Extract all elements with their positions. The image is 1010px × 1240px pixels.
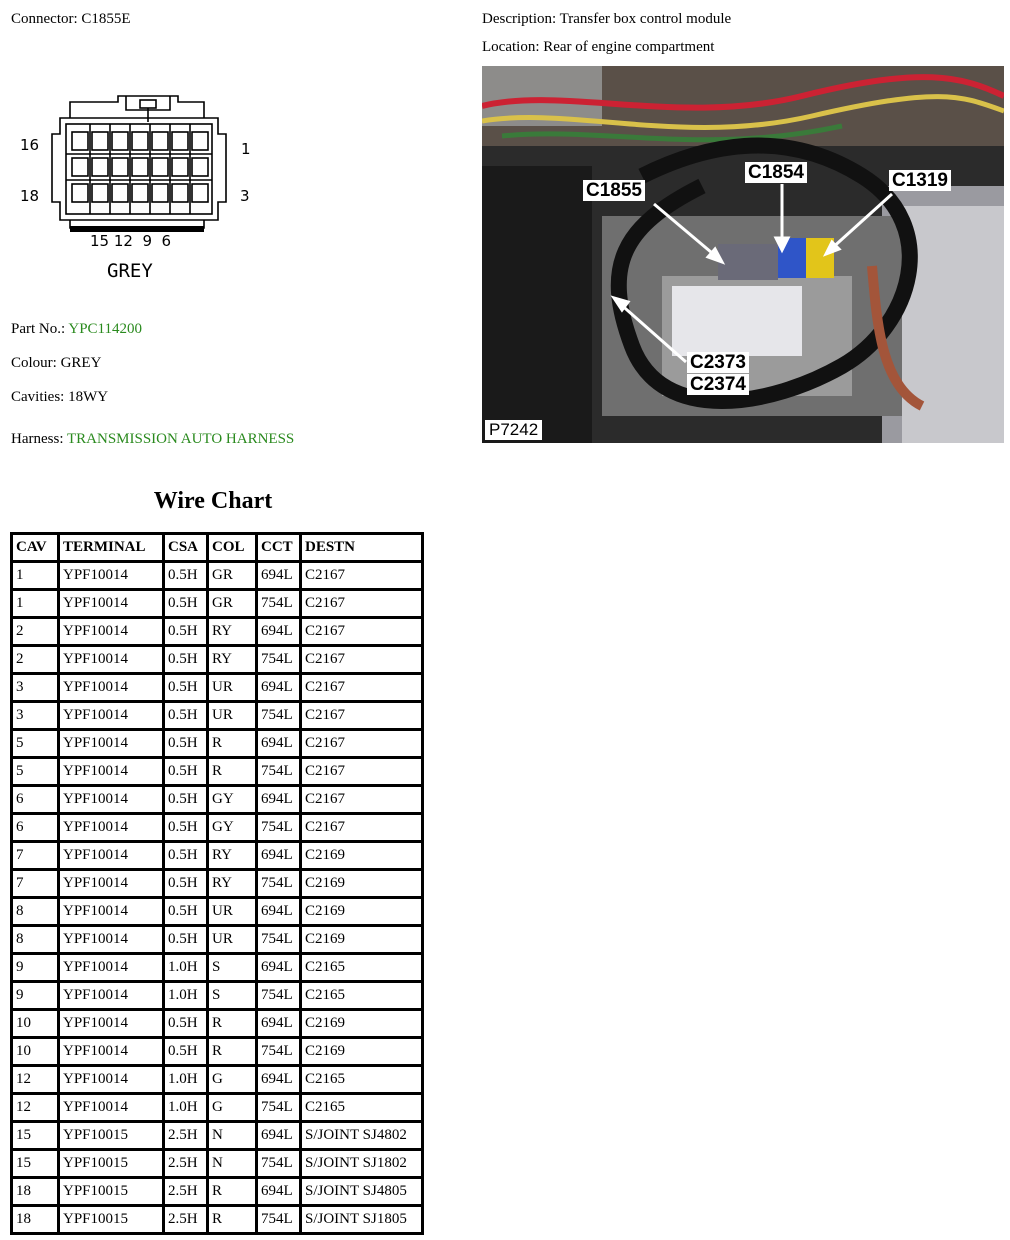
col-cell: R [209,1011,258,1039]
cav-cell: 12 [13,1095,60,1123]
col-cell: RY [209,619,258,647]
destn-cell: C2167 [302,787,421,815]
photo-reference-id: P7242 [485,420,542,440]
cct-cell: 694L [258,955,302,983]
col-cell: RY [209,843,258,871]
destn-cell: C2169 [302,1039,421,1067]
terminal-cell: YPF10014 [60,1095,165,1123]
destn-cell: C2169 [302,1011,421,1039]
terminal-cell: YPF10014 [60,955,165,983]
col-cell: R [209,1179,258,1207]
csa-cell: 0.5H [165,759,209,787]
colour-value: GREY [60,355,102,371]
callout-c2373: C2373 [687,352,749,373]
cct-cell: 694L [258,563,302,591]
col-cell: R [209,1207,258,1235]
cav-cell: 15 [13,1123,60,1151]
cav-cell: 5 [13,759,60,787]
cav-cell: 7 [13,871,60,899]
col-cell: N [209,1151,258,1179]
location-value: Rear of engine compartment [543,39,715,55]
cav-cell: 8 [13,927,60,955]
destn-cell: C2165 [302,1067,421,1095]
csa-cell: 0.5H [165,899,209,927]
connector-line [11,11,131,28]
terminal-cell: YPF10014 [60,1039,165,1067]
table-row [13,1095,421,1123]
terminal-cell: YPF10014 [60,675,165,703]
cct-cell: 694L [258,731,302,759]
csa-cell: 1.0H [165,1095,209,1123]
cav-cell: 10 [13,1011,60,1039]
destn-cell: C2167 [302,731,421,759]
col-cell: N [209,1123,258,1151]
terminal-cell: YPF10014 [60,759,165,787]
connector-label: Connector: [11,11,78,27]
cct-cell: 754L [258,1039,302,1067]
terminal-cell: YPF10014 [60,927,165,955]
cav-cell: 10 [13,1039,60,1067]
cct-cell: 754L [258,815,302,843]
cav-cell: 6 [13,787,60,815]
col-cell: S [209,983,258,1011]
table-row [13,927,421,955]
csa-cell: 0.5H [165,619,209,647]
location-photo [482,66,1004,443]
callout-c1855: C1855 [583,180,645,201]
csa-cell: 0.5H [165,647,209,675]
bottom-pin-labels: 15 12 9 6 [90,232,172,250]
csa-cell: 0.5H [165,843,209,871]
cav-cell: 15 [13,1151,60,1179]
table-row [13,563,421,591]
cct-cell: 694L [258,675,302,703]
table-row [13,619,421,647]
csa-cell: 2.5H [165,1151,209,1179]
cct-cell: 694L [258,787,302,815]
part-number-label: Part No.: [11,321,66,337]
table-row [13,703,421,731]
table-row [13,591,421,619]
cct-cell: 694L [258,1179,302,1207]
pin-3-label: 3 [240,187,250,205]
header-destn: DESTN [302,535,421,563]
csa-cell: 0.5H [165,591,209,619]
location-line [482,39,714,56]
csa-cell: 2.5H [165,1207,209,1235]
col-cell: UR [209,675,258,703]
cct-cell: 754L [258,1151,302,1179]
table-row [13,1039,421,1067]
cav-cell: 7 [13,843,60,871]
destn-cell: C2165 [302,1095,421,1123]
terminal-cell: YPF10015 [60,1151,165,1179]
pin-16-label: 16 [20,136,40,154]
csa-cell: 0.5H [165,871,209,899]
col-cell: GY [209,787,258,815]
destn-cell: S/JOINT SJ1802 [302,1151,421,1179]
header-csa: CSA [165,535,209,563]
cct-cell: 754L [258,759,302,787]
csa-cell: 1.0H [165,983,209,1011]
table-row [13,731,421,759]
terminal-cell: YPF10014 [60,899,165,927]
cav-cell: 1 [13,591,60,619]
table-header-row [13,535,421,563]
part-number-line [11,321,142,338]
destn-cell: C2169 [302,927,421,955]
destn-cell: C2167 [302,619,421,647]
col-cell: UR [209,703,258,731]
terminal-cell: YPF10014 [60,647,165,675]
terminal-cell: YPF10014 [60,871,165,899]
pin-18-label: 18 [20,187,40,205]
table-row [13,647,421,675]
cct-cell: 754L [258,871,302,899]
terminal-cell: YPF10014 [60,815,165,843]
destn-cell: C2167 [302,815,421,843]
harness-line [11,431,294,448]
cct-cell: 694L [258,899,302,927]
cct-cell: 694L [258,619,302,647]
wire-chart-title: Wire Chart [153,488,273,514]
colour-label: Colour: [11,355,57,371]
csa-cell: 0.5H [165,927,209,955]
table-row [13,983,421,1011]
destn-cell: C2167 [302,759,421,787]
destn-cell: S/JOINT SJ4805 [302,1179,421,1207]
description-value: Transfer box control module [559,11,732,27]
connector-colour-text: GREY [107,260,153,282]
terminal-cell: YPF10015 [60,1123,165,1151]
description-label: Description: [482,11,557,27]
destn-cell: C2165 [302,983,421,1011]
table-row [13,899,421,927]
destn-cell: C2167 [302,703,421,731]
callout-c1319: C1319 [889,170,951,191]
col-cell: RY [209,871,258,899]
cct-cell: 754L [258,647,302,675]
connector-pinout-diagram [14,90,264,290]
cct-cell: 754L [258,1095,302,1123]
table-row [13,843,421,871]
table-row [13,1067,421,1095]
cavities-value: 18WY [68,389,109,405]
csa-cell: 1.0H [165,1067,209,1095]
cav-cell: 1 [13,563,60,591]
table-row [13,955,421,983]
col-cell: UR [209,899,258,927]
cav-cell: 18 [13,1207,60,1235]
cav-cell: 8 [13,899,60,927]
table-row [13,1123,421,1151]
cct-cell: 754L [258,591,302,619]
csa-cell: 2.5H [165,1179,209,1207]
table-row [13,1179,421,1207]
terminal-cell: YPF10014 [60,619,165,647]
pin-1-label: 1 [241,140,251,158]
table-row [13,815,421,843]
cct-cell: 694L [258,1123,302,1151]
cct-cell: 694L [258,1067,302,1095]
cav-cell: 9 [13,955,60,983]
table-row [13,871,421,899]
csa-cell: 0.5H [165,731,209,759]
cavities-label: Cavities: [11,389,65,405]
callout-c1854: C1854 [745,162,807,183]
harness-label: Harness: [11,431,64,447]
col-cell: R [209,731,258,759]
col-cell: GR [209,563,258,591]
cav-cell: 6 [13,815,60,843]
cav-cell: 3 [13,675,60,703]
table-row [13,787,421,815]
terminal-cell: YPF10014 [60,787,165,815]
col-cell: UR [209,927,258,955]
terminal-cell: YPF10014 [60,703,165,731]
destn-cell: S/JOINT SJ4802 [302,1123,421,1151]
header-col: COL [209,535,258,563]
col-cell: GR [209,591,258,619]
csa-cell: 0.5H [165,703,209,731]
cavities-line [11,389,108,406]
csa-cell: 0.5H [165,787,209,815]
cav-cell: 9 [13,983,60,1011]
header-terminal: TERMINAL [60,535,165,563]
cct-cell: 754L [258,927,302,955]
colour-line [11,355,101,372]
header-cct: CCT [258,535,302,563]
cct-cell: 694L [258,843,302,871]
csa-cell: 0.5H [165,563,209,591]
destn-cell: C2167 [302,563,421,591]
terminal-cell: YPF10015 [60,1179,165,1207]
cav-cell: 5 [13,731,60,759]
wire-chart-table [10,532,424,1235]
description-line [482,11,731,28]
cct-cell: 754L [258,983,302,1011]
table-row [13,759,421,787]
part-number-link[interactable]: YPC114200 [68,321,142,337]
destn-cell: C2169 [302,843,421,871]
destn-cell: C2165 [302,955,421,983]
destn-cell: C2167 [302,591,421,619]
cav-cell: 2 [13,619,60,647]
wire-chart-body [13,563,421,1235]
terminal-cell: YPF10014 [60,591,165,619]
csa-cell: 2.5H [165,1123,209,1151]
csa-cell: 0.5H [165,815,209,843]
col-cell: G [209,1067,258,1095]
csa-cell: 0.5H [165,1039,209,1067]
cct-cell: 694L [258,1011,302,1039]
csa-cell: 0.5H [165,675,209,703]
destn-cell: C2167 [302,647,421,675]
table-row [13,675,421,703]
terminal-cell: YPF10014 [60,731,165,759]
cav-cell: 18 [13,1179,60,1207]
connector-id: C1855E [81,11,131,27]
col-cell: G [209,1095,258,1123]
terminal-cell: YPF10014 [60,843,165,871]
cav-cell: 2 [13,647,60,675]
table-row [13,1151,421,1179]
terminal-cell: YPF10014 [60,1067,165,1095]
destn-cell: C2169 [302,899,421,927]
col-cell: RY [209,647,258,675]
terminal-cell: YPF10015 [60,1207,165,1235]
csa-cell: 1.0H [165,955,209,983]
cav-cell: 3 [13,703,60,731]
col-cell: GY [209,815,258,843]
table-row [13,1207,421,1235]
terminal-cell: YPF10014 [60,563,165,591]
location-label: Location: [482,39,540,55]
table-row [13,1011,421,1039]
destn-cell: C2169 [302,871,421,899]
cct-cell: 754L [258,703,302,731]
csa-cell: 0.5H [165,1011,209,1039]
col-cell: R [209,759,258,787]
destn-cell: C2167 [302,675,421,703]
col-cell: R [209,1039,258,1067]
destn-cell: S/JOINT SJ1805 [302,1207,421,1235]
terminal-cell: YPF10014 [60,1011,165,1039]
harness-link[interactable]: TRANSMISSION AUTO HARNESS [66,431,295,447]
header-cav: CAV [13,535,60,563]
col-cell: S [209,955,258,983]
cav-cell: 12 [13,1067,60,1095]
terminal-cell: YPF10014 [60,983,165,1011]
callout-c2374: C2374 [687,374,749,395]
cct-cell: 754L [258,1207,302,1235]
